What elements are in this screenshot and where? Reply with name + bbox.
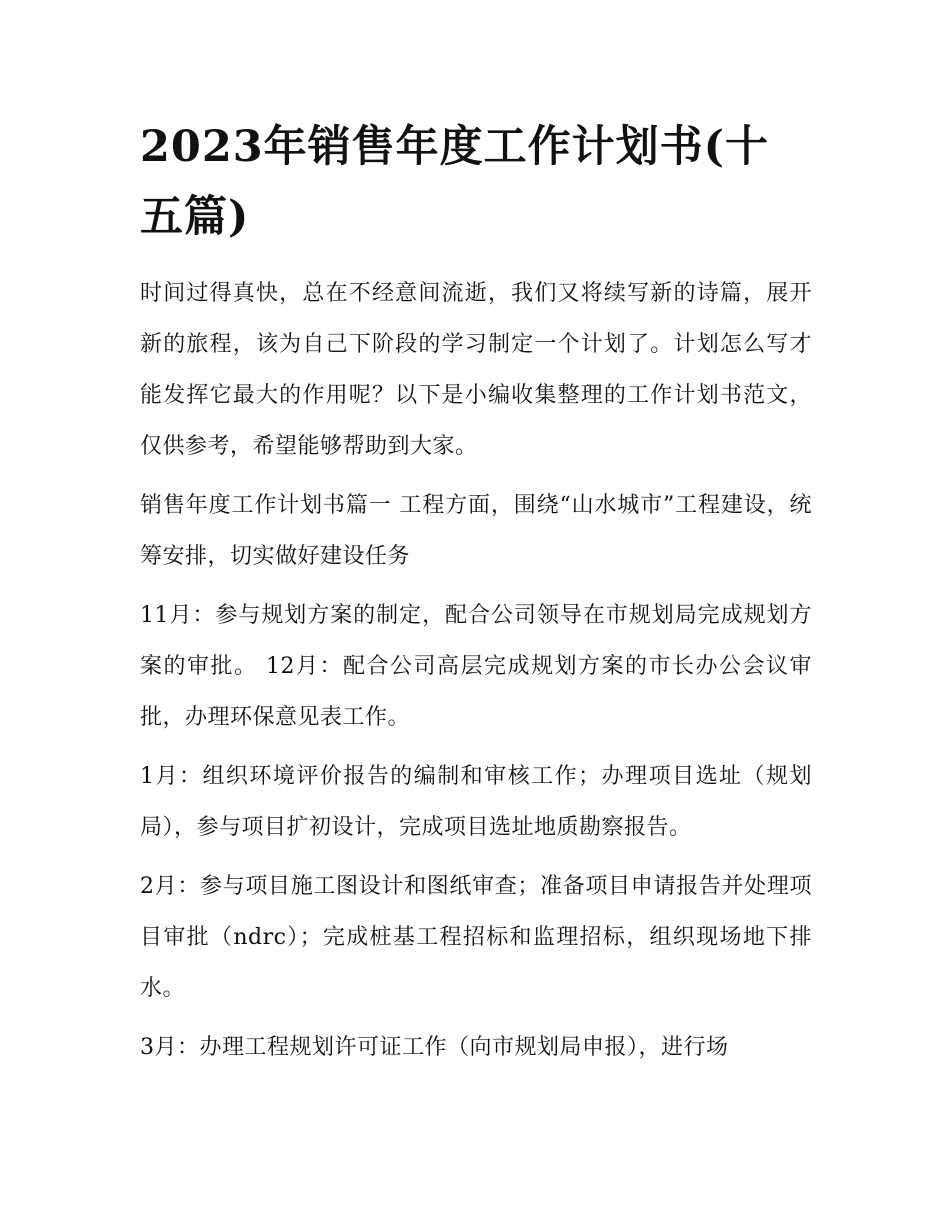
plan-item-mar: 3月：办理工程规划许可证工作（向市规划局申报），进行场 [140, 1035, 729, 1060]
document-page [140, 112, 812, 1073]
plan-item-feb: 2月：参与项目施工图设计和图纸审查；准备项目申请报告并处理项目审批（ndrc）；完成桩基工程招标和监理招标，组织现场地下排水。 [140, 874, 812, 1001]
plan-item-jan: 1月：组织环境评价报告的编制和审核工作；办理项目选址（规划局），参与项目扩初设计，完成项目选址地质勘察报告。 [140, 764, 812, 840]
plan-item-nov-dec: 11月：参与规划方案的制定，配合公司领导在市规划局完成规划方案的审批。 12月：配合公司高层完成规划方案的市长办公会议审批，办理环保意见表工作。 [140, 603, 812, 730]
section-heading-paragraph: 销售年度工作计划书篇一 工程方面，围绕“山水城市”工程建设，统筹安排，切实做好建设任务 [140, 493, 812, 569]
document-title: 2023年销售年度工作计划书(十五篇) [140, 122, 770, 242]
intro-paragraph: 时间过得真快，总在不经意间流逝，我们又将续写新的诗篇，展开新的旅程，该为自己下阶段的学习制定一个计划了。计划怎么写才能发挥它最大的作用呢？以下是小编收集整理的工作计划书范文，仅供参考，希望能够帮助到大家。 [140, 281, 812, 459]
